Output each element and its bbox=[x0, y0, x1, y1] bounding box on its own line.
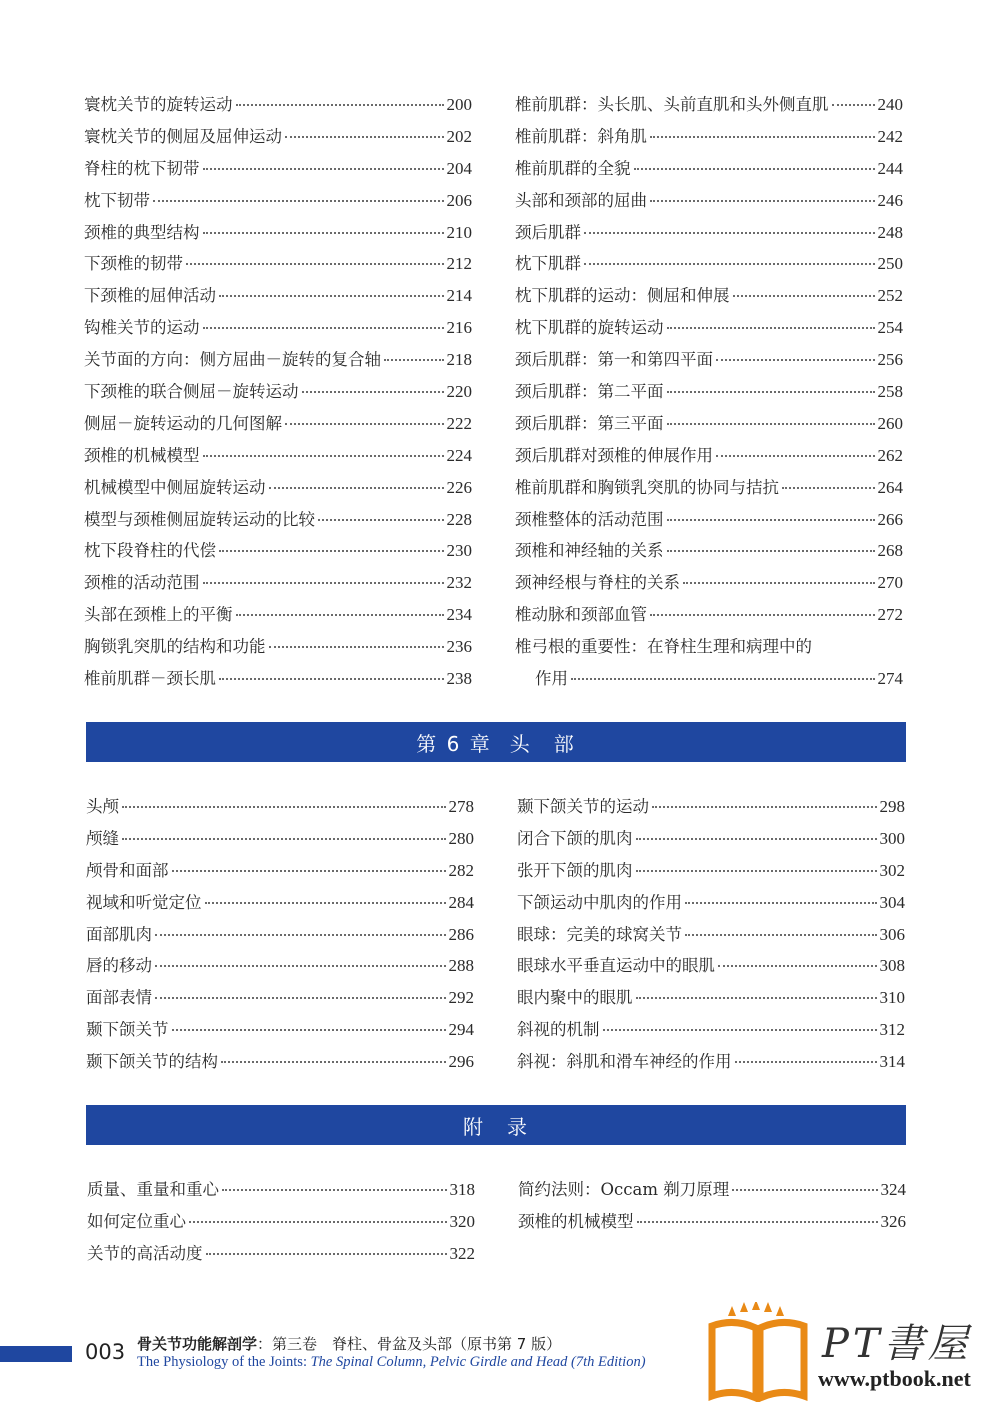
toc-entry bbox=[515, 567, 903, 599]
toc-entry-title: 颈后肌群 bbox=[515, 222, 581, 242]
footer-book-title-bold: 骨关节功能解剖学 bbox=[137, 1335, 258, 1353]
toc-entry-title: 枕下段脊柱的代偿 bbox=[84, 541, 216, 561]
dot-leader bbox=[667, 519, 875, 521]
dot-leader bbox=[718, 965, 877, 967]
toc-entry-page: 254 bbox=[877, 318, 903, 338]
toc-entry-page: 266 bbox=[877, 509, 903, 529]
toc-entry-title: 颈后肌群：第二平面 bbox=[515, 382, 664, 402]
toc-entry bbox=[518, 1206, 906, 1238]
dot-leader bbox=[122, 838, 446, 840]
toc-entry-page: 302 bbox=[879, 860, 905, 880]
toc-entry-page: 308 bbox=[879, 956, 905, 976]
chapter-6-banner bbox=[86, 722, 906, 762]
toc-entry-page: 286 bbox=[448, 924, 474, 944]
dot-leader bbox=[205, 902, 446, 904]
toc-entry-page: 326 bbox=[880, 1211, 906, 1231]
toc-chapter6-left-column bbox=[86, 791, 474, 1078]
dot-leader bbox=[650, 136, 875, 138]
toc-entry-title: 颈椎的典型结构 bbox=[84, 222, 200, 242]
toc-entry-title: 侧屈－旋转运动的几何图解 bbox=[84, 413, 282, 433]
dot-leader bbox=[155, 997, 446, 999]
toc-entry-title: 胸锁乳突肌的结构和功能 bbox=[84, 637, 266, 657]
toc-entry bbox=[84, 663, 472, 695]
toc-entry bbox=[86, 1046, 474, 1078]
toc-entry bbox=[517, 982, 905, 1014]
toc-entry-page: 256 bbox=[877, 350, 903, 370]
dot-leader bbox=[236, 104, 444, 106]
dot-leader bbox=[667, 327, 875, 329]
toc-entry bbox=[517, 855, 905, 887]
toc-entry-page: 234 bbox=[446, 605, 472, 625]
toc-entry-page: 294 bbox=[448, 1020, 474, 1040]
toc-entry-title: 眼球水平垂直运动中的眼肌 bbox=[517, 956, 715, 976]
toc-entry-title: 下颈椎的联合侧屈－旋转运动 bbox=[84, 382, 299, 402]
toc-entry bbox=[84, 440, 472, 472]
toc-entry-page: 216 bbox=[446, 318, 472, 338]
dot-leader bbox=[584, 232, 875, 234]
toc-entry-title: 椎动脉和颈部血管 bbox=[515, 605, 647, 625]
toc-entry-title: 颈椎的活动范围 bbox=[84, 573, 200, 593]
dot-leader bbox=[222, 1189, 447, 1191]
footer-en-plain: The Physiology of the Joints: bbox=[137, 1354, 311, 1370]
dot-leader bbox=[716, 455, 875, 457]
toc-entry bbox=[84, 504, 472, 536]
dot-leader bbox=[636, 997, 877, 999]
toc-entry-page: 282 bbox=[448, 860, 474, 880]
toc-entry bbox=[84, 153, 472, 185]
toc-entry-title: 寰枕关节的侧屈及屈伸运动 bbox=[84, 126, 282, 146]
toc-entry bbox=[84, 599, 472, 631]
dot-leader bbox=[203, 168, 444, 170]
toc-entry-title: 闭合下颌的肌肉 bbox=[517, 828, 633, 848]
toc-entry bbox=[86, 823, 474, 855]
toc-entry-title: 眼内聚中的眼肌 bbox=[517, 988, 633, 1008]
toc-entry bbox=[84, 376, 472, 408]
dot-leader bbox=[203, 455, 444, 457]
dot-leader bbox=[236, 614, 444, 616]
toc-appendix-left-column bbox=[87, 1174, 475, 1270]
toc-entry-page: 206 bbox=[446, 190, 472, 210]
dot-leader bbox=[285, 423, 444, 425]
toc-entry-page: 324 bbox=[880, 1180, 906, 1199]
toc-top-left-column bbox=[84, 89, 472, 695]
toc-entry bbox=[84, 89, 472, 121]
toc-entry-page: 218 bbox=[446, 350, 472, 370]
toc-entry-title: 颈后肌群：第一和第四平面 bbox=[515, 350, 713, 370]
toc-entry bbox=[515, 280, 903, 312]
dot-leader bbox=[219, 550, 444, 552]
toc-entry bbox=[515, 248, 903, 280]
dot-leader bbox=[732, 1189, 877, 1191]
toc-entry bbox=[515, 185, 903, 217]
toc-entry-title: 椎弓根的重要性：在脊柱生理和病理中的 bbox=[515, 637, 812, 657]
toc-entry-title: 下颈椎的韧带 bbox=[84, 254, 183, 274]
dot-leader bbox=[302, 391, 444, 393]
toc-entry-title: 头部在颈椎上的平衡 bbox=[84, 605, 233, 625]
toc-entry bbox=[84, 217, 472, 249]
footer-accent-bar bbox=[0, 1346, 72, 1362]
dot-leader bbox=[652, 806, 877, 808]
toc-entry-page: 264 bbox=[877, 477, 903, 497]
toc-entry-title: 椎前肌群和胸锁乳突肌的协同与拮抗 bbox=[515, 477, 779, 497]
toc-entry-page: 210 bbox=[446, 222, 472, 242]
toc-entry bbox=[84, 408, 472, 440]
toc-entry bbox=[518, 1174, 906, 1206]
toc-entry-page: 288 bbox=[448, 956, 474, 976]
toc-entry-multiline-first bbox=[515, 631, 903, 663]
toc-entry-title: 脊柱的枕下韧带 bbox=[84, 158, 200, 178]
toc-entry-page: 214 bbox=[446, 286, 472, 306]
toc-entry-page: 274 bbox=[877, 669, 903, 689]
toc-entry-title: 下颈椎的屈伸活动 bbox=[84, 286, 216, 306]
dot-leader bbox=[206, 1253, 447, 1255]
toc-entry-title: 如何定位重心 bbox=[87, 1211, 186, 1231]
toc-entry-page: 322 bbox=[449, 1243, 475, 1263]
toc-entry bbox=[515, 408, 903, 440]
toc-entry bbox=[87, 1174, 475, 1206]
toc-entry bbox=[87, 1206, 475, 1238]
toc-entry-page: 250 bbox=[877, 254, 903, 274]
toc-entry-page: 310 bbox=[879, 988, 905, 1008]
footer-book-subtitle: ：第三卷 脊柱、骨盆及头部（原书第 7 版） bbox=[257, 1335, 562, 1353]
dot-leader bbox=[571, 678, 875, 680]
toc-entry-title: 机械模型中侧屈旋转运动 bbox=[84, 477, 266, 497]
toc-entry bbox=[515, 89, 903, 121]
toc-entry-page: 298 bbox=[879, 797, 905, 816]
dot-leader bbox=[155, 934, 446, 936]
toc-entry-title: 颅骨和面部 bbox=[86, 860, 169, 880]
toc-entry-page: 230 bbox=[446, 541, 472, 561]
toc-entry-page: 320 bbox=[449, 1211, 475, 1231]
toc-entry-page: 312 bbox=[879, 1020, 905, 1040]
dot-leader bbox=[667, 423, 875, 425]
watermark-cn: PT書屋 bbox=[822, 1321, 972, 1367]
footer-book-title-en bbox=[137, 1354, 646, 1371]
toc-entry-title: 斜视的机制 bbox=[517, 1020, 600, 1040]
toc-entry-page: 232 bbox=[446, 573, 472, 593]
toc-entry-title: 头颅 bbox=[86, 797, 119, 816]
toc-entry-title: 张开下颌的肌肉 bbox=[517, 860, 633, 880]
footer-en-italic: The Spinal Column, Pelvic Girdle and Head (7th Edition) bbox=[310, 1354, 646, 1370]
dot-leader bbox=[122, 806, 446, 808]
toc-entry bbox=[86, 982, 474, 1014]
toc-entry-title: 颈椎的机械模型 bbox=[518, 1211, 634, 1231]
toc-entry-title: 椎前肌群的全貌 bbox=[515, 158, 631, 178]
toc-entry bbox=[517, 919, 905, 951]
toc-entry-page: 268 bbox=[877, 541, 903, 561]
toc-entry-title: 枕下肌群的运动：侧屈和伸展 bbox=[515, 286, 730, 306]
toc-entry-page: 296 bbox=[448, 1052, 474, 1072]
toc-entry-title: 寰枕关节的旋转运动 bbox=[84, 95, 233, 114]
toc-entry-page: 240 bbox=[877, 95, 903, 114]
dot-leader bbox=[636, 870, 877, 872]
toc-entry-page: 228 bbox=[446, 509, 472, 529]
toc-entry-title: 颈椎和神经轴的关系 bbox=[515, 541, 664, 561]
footer-book-title-cn bbox=[137, 1333, 561, 1354]
toc-entry-page: 280 bbox=[448, 828, 474, 848]
dot-leader bbox=[153, 200, 444, 202]
toc-entry bbox=[84, 472, 472, 504]
toc-entry-page: 260 bbox=[877, 413, 903, 433]
toc-entry bbox=[86, 791, 474, 823]
toc-entry bbox=[515, 217, 903, 249]
dot-leader bbox=[285, 136, 444, 138]
toc-entry bbox=[515, 599, 903, 631]
dot-leader bbox=[269, 646, 444, 648]
dot-leader bbox=[584, 263, 875, 265]
toc-entry-page: 222 bbox=[446, 413, 472, 433]
toc-entry bbox=[84, 631, 472, 663]
toc-entry-title: 椎前肌群－颈长肌 bbox=[84, 669, 216, 689]
toc-entry bbox=[515, 121, 903, 153]
toc-entry-page: 244 bbox=[877, 158, 903, 178]
toc-top-right-column bbox=[515, 89, 903, 695]
toc-entry-title: 关节的高活动度 bbox=[87, 1243, 203, 1263]
toc-chapter6-right-column bbox=[517, 791, 905, 1078]
dot-leader bbox=[782, 487, 875, 489]
toc-entry bbox=[517, 950, 905, 982]
toc-entry-title: 椎前肌群：头长肌、头前直肌和头外侧直肌 bbox=[515, 95, 829, 114]
toc-entry-title: 椎前肌群：斜角肌 bbox=[515, 126, 647, 146]
toc-entry-title: 颞下颌关节的运动 bbox=[517, 797, 649, 816]
toc-entry-page: 292 bbox=[448, 988, 474, 1008]
dot-leader bbox=[685, 934, 877, 936]
dot-leader bbox=[716, 359, 875, 361]
toc-entry-page: 242 bbox=[877, 126, 903, 146]
toc-entry bbox=[86, 855, 474, 887]
dot-leader bbox=[221, 1061, 446, 1063]
toc-entry-page: 304 bbox=[879, 892, 905, 912]
dot-leader bbox=[634, 168, 875, 170]
toc-entry bbox=[84, 280, 472, 312]
page-number: 003 bbox=[85, 1340, 126, 1364]
dot-leader bbox=[189, 1221, 447, 1223]
toc-entry-page: 200 bbox=[446, 95, 472, 114]
toc-entry bbox=[517, 791, 905, 823]
toc-entry-title: 颈后肌群对颈椎的伸展作用 bbox=[515, 445, 713, 465]
dot-leader bbox=[683, 582, 875, 584]
toc-entry-page: 246 bbox=[877, 190, 903, 210]
toc-entry bbox=[517, 1046, 905, 1078]
dot-leader bbox=[667, 391, 875, 393]
toc-entry bbox=[87, 1238, 475, 1270]
chapter-6-title: 头 部 bbox=[509, 731, 576, 756]
toc-entry-page: 314 bbox=[879, 1052, 905, 1072]
toc-entry bbox=[84, 344, 472, 376]
toc-entry-title: 颈神经根与脊柱的关系 bbox=[515, 573, 680, 593]
toc-entry-title: 枕下韧带 bbox=[84, 190, 150, 210]
toc-entry-page: 272 bbox=[877, 605, 903, 625]
dot-leader bbox=[203, 327, 444, 329]
dot-leader bbox=[637, 1221, 878, 1223]
toc-entry-multiline-second bbox=[515, 663, 903, 695]
toc-entry-title: 眼球：完美的球窝关节 bbox=[517, 924, 682, 944]
toc-entry bbox=[84, 535, 472, 567]
toc-entry-page: 262 bbox=[877, 445, 903, 465]
toc-entry bbox=[515, 535, 903, 567]
dot-leader bbox=[269, 487, 444, 489]
book-logo-icon bbox=[708, 1302, 808, 1402]
dot-leader bbox=[318, 519, 444, 521]
dot-leader bbox=[172, 870, 446, 872]
dot-leader bbox=[172, 1029, 446, 1031]
toc-entry-title: 面部肌肉 bbox=[86, 924, 152, 944]
toc-entry bbox=[515, 440, 903, 472]
toc-entry-title: 颞下颌关节的结构 bbox=[86, 1052, 218, 1072]
watermark-url: www.ptbook.net bbox=[818, 1366, 971, 1391]
toc-entry-title: 视域和听觉定位 bbox=[86, 892, 202, 912]
toc-entry-page: 220 bbox=[446, 382, 472, 402]
toc-entry-title: 枕下肌群的旋转运动 bbox=[515, 318, 664, 338]
toc-entry bbox=[515, 504, 903, 536]
toc-appendix-right-column bbox=[518, 1174, 906, 1238]
dot-leader bbox=[219, 678, 444, 680]
toc-entry-page: 284 bbox=[448, 892, 474, 912]
toc-entry-page: 238 bbox=[446, 669, 472, 689]
appendix-title: 附 录 bbox=[463, 1114, 529, 1139]
toc-entry-page: 258 bbox=[877, 382, 903, 402]
dot-leader bbox=[650, 200, 875, 202]
toc-entry-page: 202 bbox=[446, 126, 472, 146]
toc-entry-page: 236 bbox=[446, 637, 472, 657]
toc-entry-title: 颈椎的机械模型 bbox=[84, 445, 200, 465]
toc-entry bbox=[515, 153, 903, 185]
appendix-banner bbox=[86, 1105, 906, 1145]
toc-entry bbox=[517, 823, 905, 855]
toc-entry-page: 252 bbox=[877, 286, 903, 306]
dot-leader bbox=[203, 582, 444, 584]
dot-leader bbox=[685, 902, 877, 904]
toc-entry-title: 颞下颌关节 bbox=[86, 1020, 169, 1040]
toc-entry bbox=[86, 919, 474, 951]
toc-entry-page: 270 bbox=[877, 573, 903, 593]
toc-entry bbox=[517, 1014, 905, 1046]
dot-leader bbox=[735, 1061, 877, 1063]
toc-entry bbox=[515, 472, 903, 504]
toc-entry-title: 简约法则：Occam 剃刀原理 bbox=[518, 1180, 730, 1199]
toc-entry bbox=[86, 950, 474, 982]
toc-entry-page: 224 bbox=[446, 445, 472, 465]
toc-entry bbox=[515, 376, 903, 408]
toc-entry-page: 204 bbox=[446, 158, 472, 178]
chapter-6-label: 第 6 章 bbox=[416, 731, 492, 756]
dot-leader bbox=[203, 232, 444, 234]
dot-leader bbox=[186, 263, 444, 265]
toc-entry-title: 颈后肌群：第三平面 bbox=[515, 413, 664, 433]
toc-entry-title: 模型与颈椎侧屈旋转运动的比较 bbox=[84, 509, 315, 529]
toc-entry-title: 关节面的方向：侧方屈曲－旋转的复合轴 bbox=[84, 350, 381, 370]
toc-entry bbox=[517, 887, 905, 919]
toc-entry bbox=[84, 248, 472, 280]
toc-entry-title: 下颌运动中肌肉的作用 bbox=[517, 892, 682, 912]
toc-entry-title: 钩椎关节的运动 bbox=[84, 318, 200, 338]
toc-entry-title: 颅缝 bbox=[86, 828, 119, 848]
toc-entry bbox=[86, 1014, 474, 1046]
toc-entry-page: 300 bbox=[879, 828, 905, 848]
toc-entry-page: 226 bbox=[446, 477, 472, 497]
dot-leader bbox=[667, 550, 875, 552]
toc-entry-title: 面部表情 bbox=[86, 988, 152, 1008]
toc-entry-page: 212 bbox=[446, 254, 472, 274]
toc-entry-title: 作用 bbox=[535, 669, 568, 689]
dot-leader bbox=[832, 104, 875, 106]
toc-entry-title: 颈椎整体的活动范围 bbox=[515, 509, 664, 529]
toc-entry-page: 318 bbox=[449, 1180, 475, 1199]
toc-entry bbox=[515, 344, 903, 376]
toc-entry-page: 306 bbox=[879, 924, 905, 944]
toc-entry-page: 248 bbox=[877, 222, 903, 242]
dot-leader bbox=[636, 838, 877, 840]
toc-entry-title: 枕下肌群 bbox=[515, 254, 581, 274]
dot-leader bbox=[219, 295, 444, 297]
toc-entry-title: 唇的移动 bbox=[86, 956, 152, 976]
toc-entry-title: 质量、重量和重心 bbox=[87, 1180, 219, 1199]
toc-entry bbox=[515, 312, 903, 344]
toc-entry bbox=[84, 185, 472, 217]
toc-entry-page: 278 bbox=[448, 797, 474, 816]
toc-entry bbox=[84, 567, 472, 599]
dot-leader bbox=[384, 359, 444, 361]
dot-leader bbox=[650, 614, 875, 616]
dot-leader bbox=[603, 1029, 877, 1031]
toc-entry bbox=[84, 121, 472, 153]
toc-entry bbox=[86, 887, 474, 919]
toc-entry bbox=[84, 312, 472, 344]
dot-leader bbox=[733, 295, 875, 297]
toc-entry-title: 头部和颈部的屈曲 bbox=[515, 190, 647, 210]
toc-entry-title: 斜视：斜肌和滑车神经的作用 bbox=[517, 1052, 732, 1072]
dot-leader bbox=[155, 965, 446, 967]
